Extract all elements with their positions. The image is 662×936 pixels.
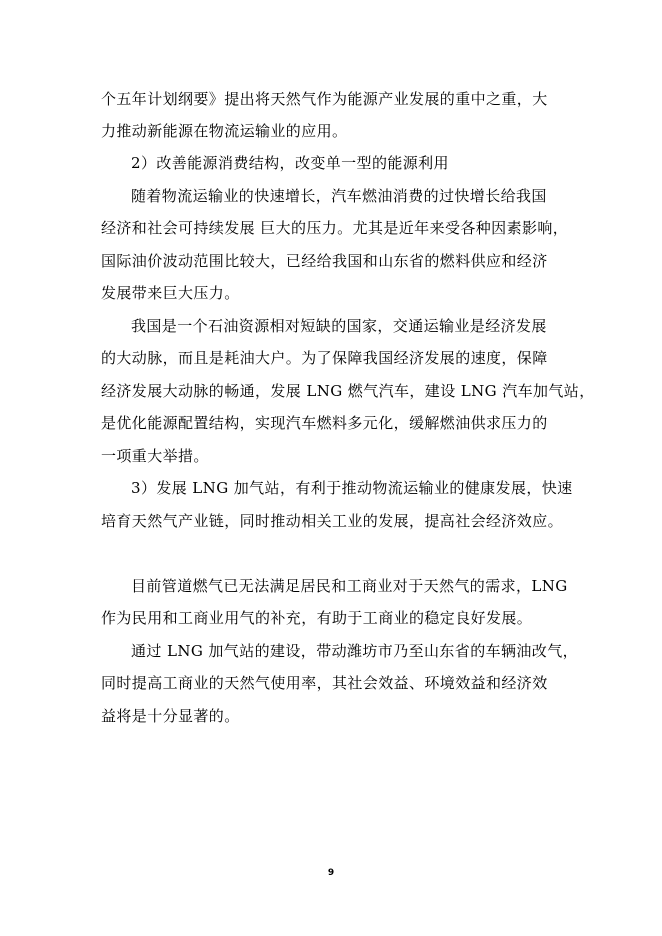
- paragraph-line: 经济发展大动脉的畅通，发展 LNG 燃气汽车，建设 LNG 汽车加气站，: [101, 382, 595, 400]
- paragraph-line: 目前管道燃气已无法满足居民和工商业对于天然气的需求，LNG: [131, 577, 568, 595]
- paragraph-line: 作为民用和工商业用气的补充，有助于工商业的稳定良好发展。: [101, 609, 533, 627]
- paragraph-line: 益将是十分显著的。: [101, 707, 240, 725]
- paragraph-line: 培育天然气产业链，同时推动相关工业的发展，提高社会经济效应。: [101, 512, 564, 530]
- paragraph-line: 是优化能源配置结构，实现汽车燃料多元化，缓解燃油供求压力的: [101, 414, 548, 432]
- section-heading-2: 2）改善能源消费结构，改变单一型的能源利用: [131, 154, 449, 172]
- paragraph-line: 的大动脉，而且是耗油大户。为了保障我国经济发展的速度，保障: [101, 349, 548, 367]
- paragraph-line: 发展带来巨大压力。: [101, 284, 240, 302]
- paragraph-line: 通过 LNG 加气站的建设，带动潍坊市乃至山东省的车辆油改气，: [131, 642, 579, 660]
- paragraph-line: 一项重大举措。: [101, 447, 209, 465]
- paragraph-line: 随着物流运输业的快速增长，汽车燃油消费的过快增长给我国: [131, 187, 547, 205]
- paragraph-line: 我国是一个石油资源相对短缺的国家，交通运输业是经济发展: [131, 317, 547, 335]
- paragraph-line: 国际油价波动范围比较大，已经给我国和山东省的燃料供应和经济: [101, 252, 548, 270]
- paragraph-line: 经济和社会可持续发展 巨大的压力。尤其是近年来受各种因素影响，: [101, 219, 569, 237]
- section-heading-3: 3）发展 LNG 加气站，有利于推动物流运输业的健康发展，快速: [131, 479, 573, 497]
- paragraph-line: 同时提高工商业的天然气使用率，其社会效益、环境效益和经济效: [101, 674, 548, 692]
- paragraph-line: 个五年计划纲要》提出将天然气作为能源产业发展的重中之重，大: [101, 90, 548, 108]
- paragraph-line: 力推动新能源在物流运输业的应用。: [101, 122, 348, 140]
- page-number: 9: [327, 868, 335, 878]
